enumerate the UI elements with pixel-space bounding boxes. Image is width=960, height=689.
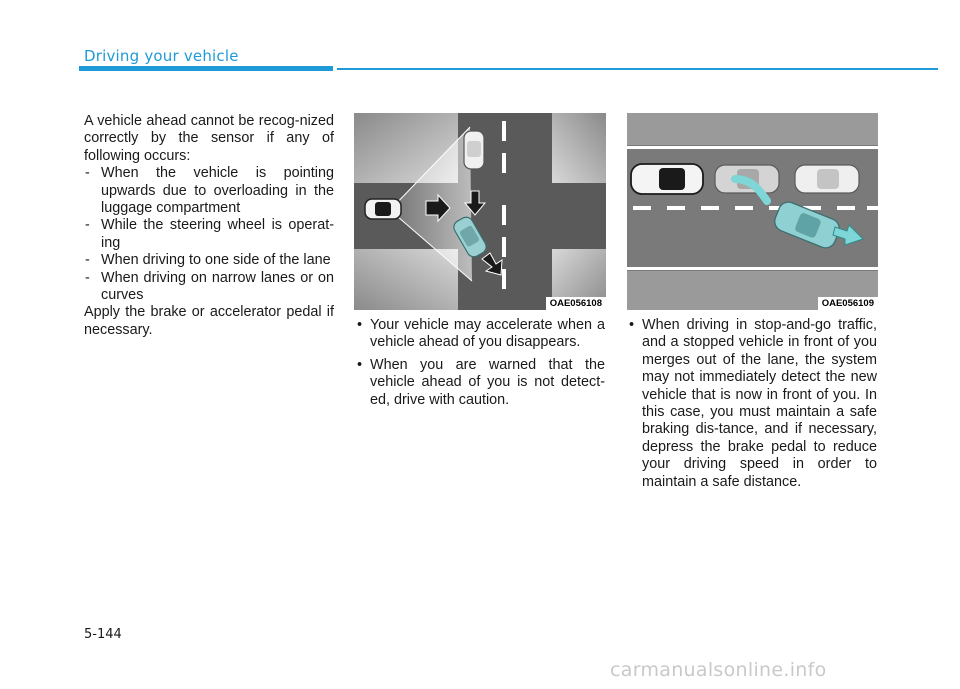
bullet-item: • Your vehicle may accelerate when a vehicle ahead of you disappears.: [355, 317, 605, 352]
intro-paragraph: A vehicle ahead cannot be recog-nized correctly by the sensor if any of following occurs:: [84, 113, 334, 164]
closing-paragraph: Apply the brake or accelerator pedal if necessary.: [84, 304, 334, 338]
stop-and-go-illustration: [627, 113, 878, 310]
list-item: - While the steering wheel is operat-ing: [84, 217, 334, 252]
page-number: 5-144: [84, 627, 122, 642]
stop-and-go-drawing: [627, 113, 878, 310]
header-rule-thick: [79, 66, 333, 71]
figure-code: OAE056109: [818, 297, 878, 310]
list-item: - When the vehicle is pointing upwards due to overloading in the luggage compartment: [84, 165, 334, 217]
intersection-drawing: [354, 113, 606, 310]
section-title: Driving your vehicle: [84, 47, 239, 65]
text-column-3: [627, 317, 877, 496]
watermark: carmanualsonline.info: [610, 659, 827, 681]
condition-list: [84, 165, 334, 304]
list-item: - When driving to one side of the lane: [84, 252, 334, 269]
bullet-item: • When driving in stop-and-go traffic, and a stopped vehicle in front of you merges out of the lane, the system may not immediately detect the new vehicle that is now in front of you. In this case, you must maintain a safe braking dis-tance, and if necessary, depress the brake pedal to reduce your driving speed in order to maintain a safe distance.: [627, 317, 877, 491]
figure-code: OAE056108: [546, 297, 606, 310]
list-item: - When driving on narrow lanes or on curves: [84, 270, 334, 305]
bullet-item: • When you are warned that the vehicle ahead of you is not detect-ed, drive with caution.: [355, 357, 605, 409]
intersection-illustration: [354, 113, 606, 310]
text-column-2: [355, 317, 605, 414]
text-column-1: [84, 113, 334, 339]
header-rule-thin: [337, 68, 938, 70]
